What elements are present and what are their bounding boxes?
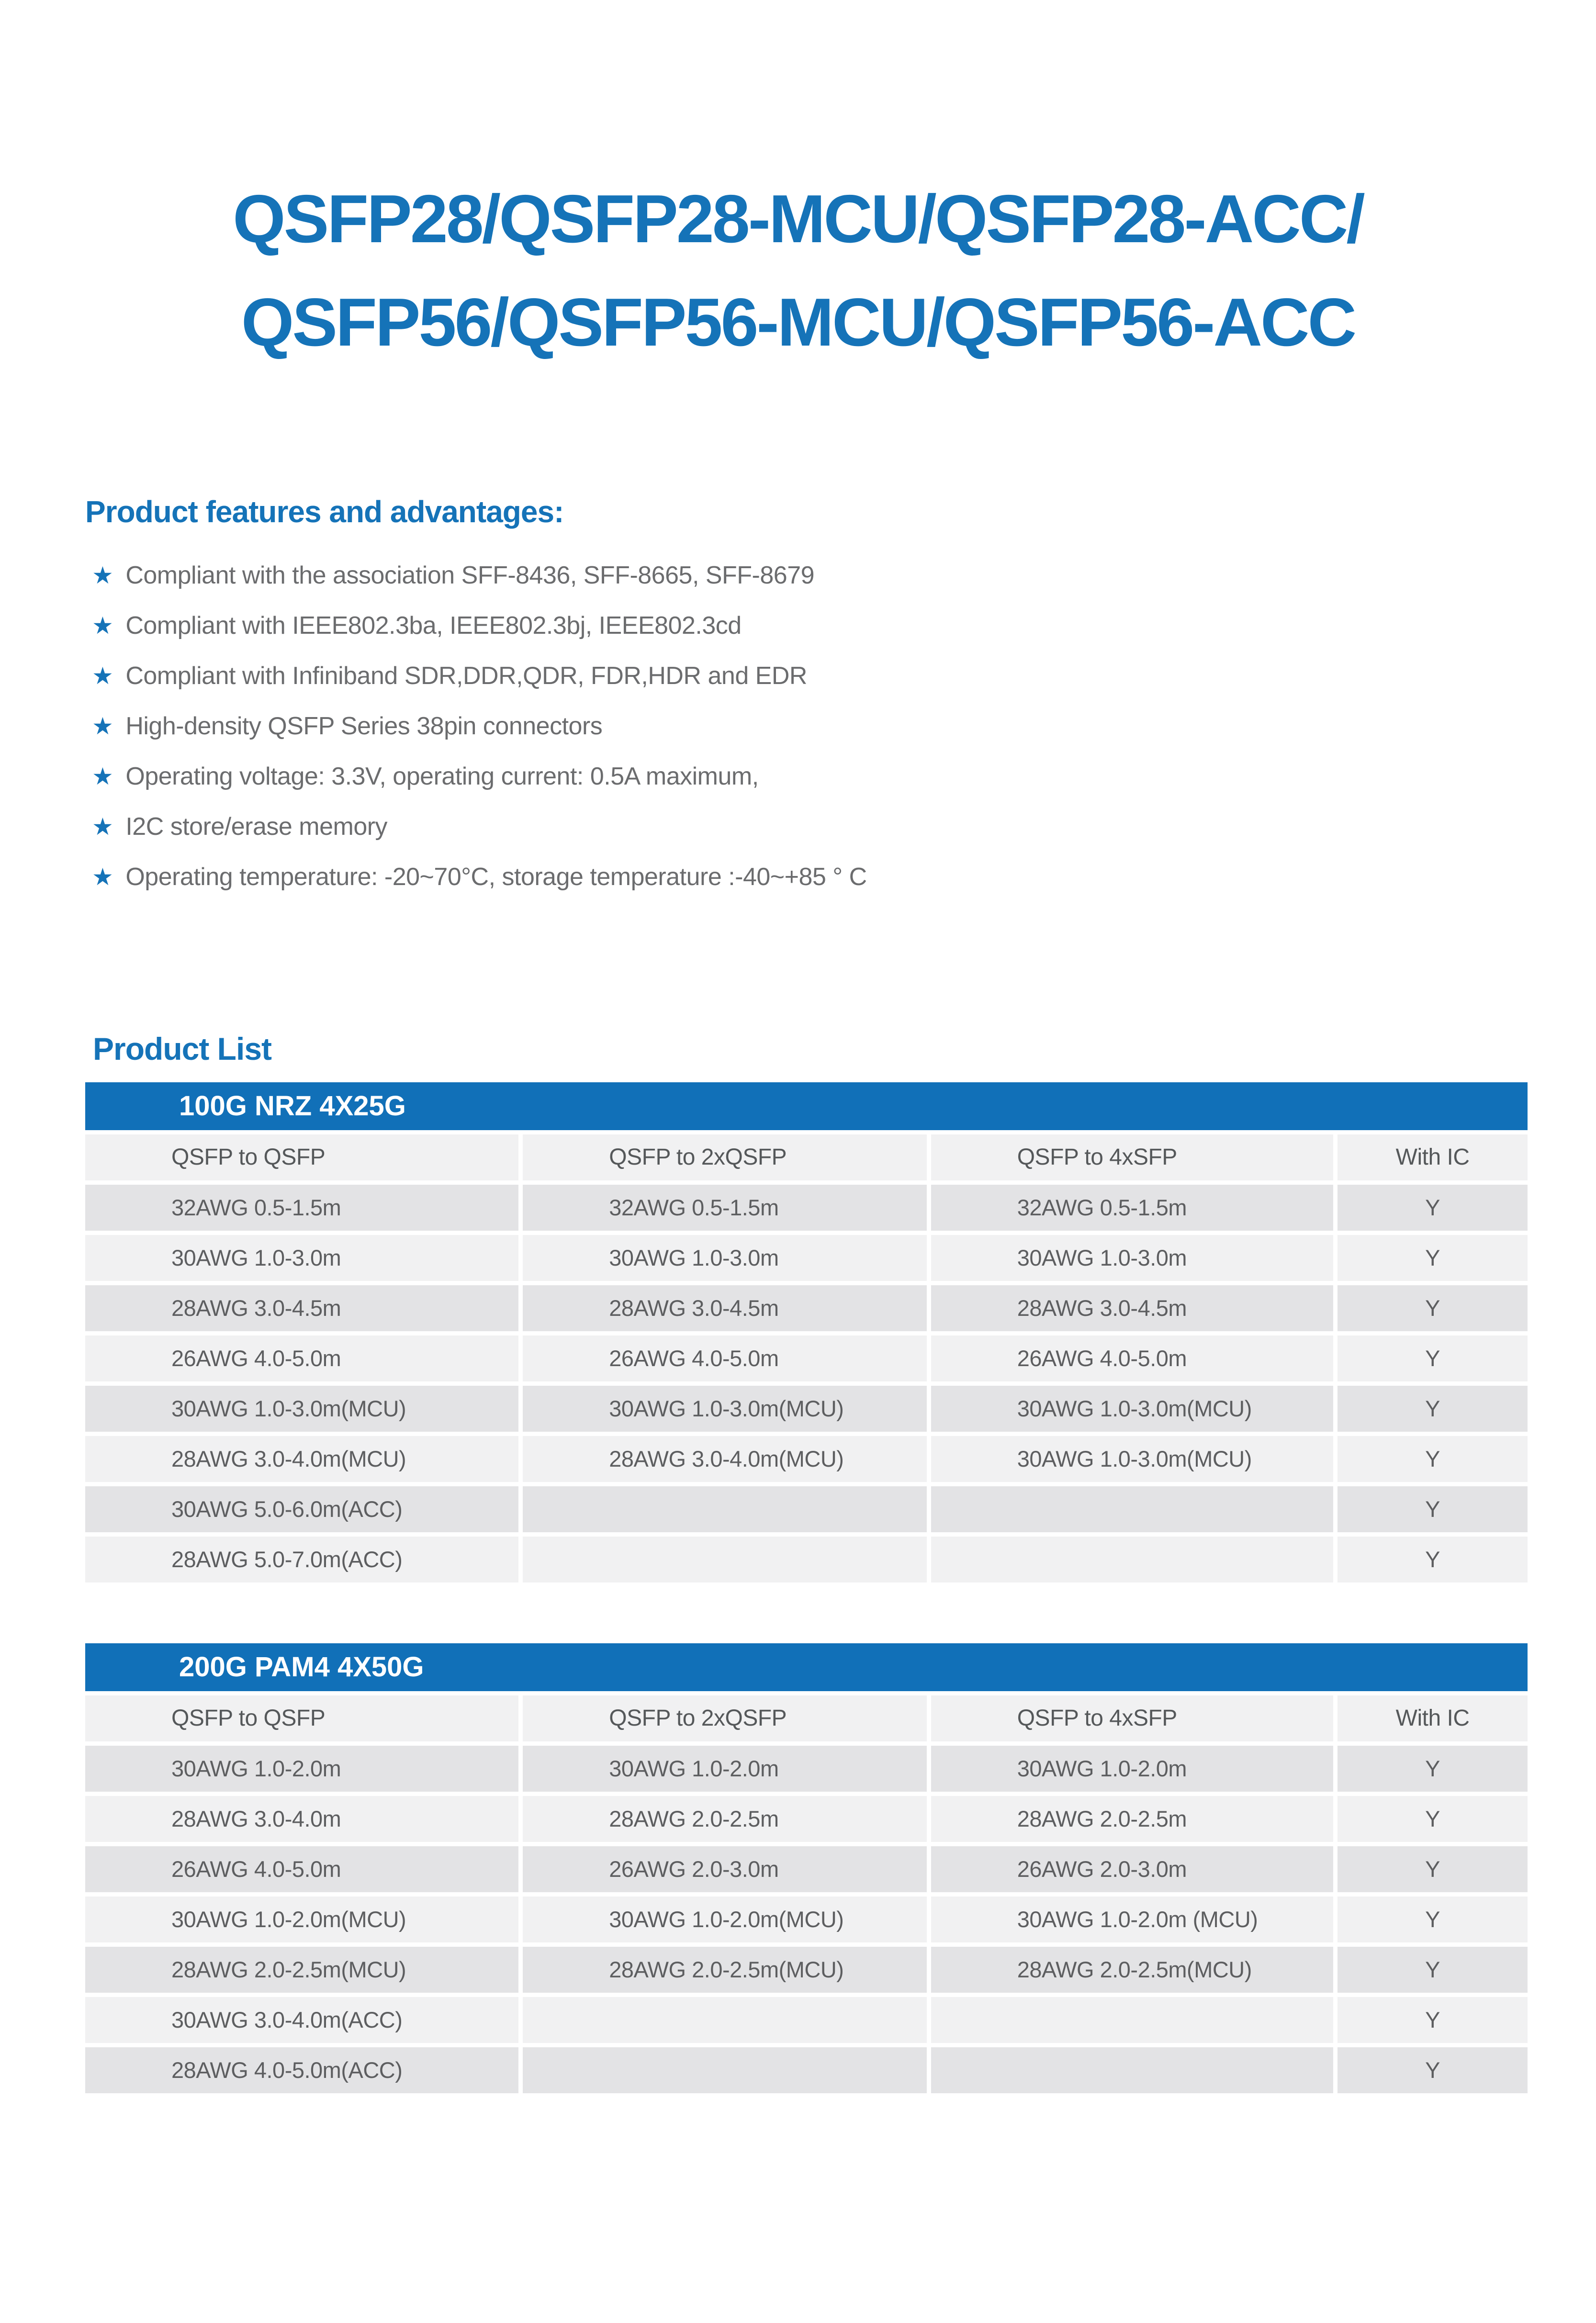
feature-item — [92, 651, 1596, 701]
product-cell: 32AWG 0.5-1.5m — [523, 1185, 926, 1231]
product-table-200g-pam4 — [85, 1643, 1528, 2093]
product-cell: 28AWG 2.0-2.5m(MCU) — [931, 1947, 1333, 1993]
column-header: With IC — [1337, 1134, 1528, 1180]
with-ic-cell: Y — [1337, 1486, 1528, 1532]
with-ic-cell: Y — [1337, 2047, 1528, 2093]
features-heading: Product features and advantages: — [85, 494, 564, 529]
column-header: QSFP to 4xSFP — [931, 1134, 1333, 1180]
product-cell: 32AWG 0.5-1.5m — [85, 1185, 518, 1231]
product-cell: 30AWG 3.0-4.0m(ACC) — [85, 1997, 518, 2043]
feature-item-label: Compliant with IEEE802.3ba, IEEE802.3bj, IEEE802.3cd — [125, 612, 742, 640]
product-cell: 28AWG 2.0-2.5m — [931, 1796, 1333, 1842]
table-title-bar — [85, 1082, 1528, 1130]
product-cell: 28AWG 3.0-4.5m — [85, 1285, 518, 1331]
feature-item — [92, 701, 1596, 752]
product-cell: 28AWG 3.0-4.0m(MCU) — [523, 1436, 926, 1482]
product-cell: 28AWG 3.0-4.5m — [931, 1285, 1333, 1331]
feature-item — [92, 601, 1596, 651]
product-cell: 26AWG 4.0-5.0m — [931, 1335, 1333, 1381]
product-cell — [523, 1997, 926, 2043]
product-table-grid — [85, 1134, 1528, 1582]
product-cell: 28AWG 3.0-4.5m — [523, 1285, 926, 1331]
feature-item — [92, 550, 1596, 601]
with-ic-cell: Y — [1337, 1386, 1528, 1432]
page-title — [0, 0, 1596, 374]
product-cell: 30AWG 1.0-3.0m(MCU) — [931, 1436, 1333, 1482]
with-ic-cell: Y — [1337, 1537, 1528, 1582]
product-cell: 30AWG 1.0-3.0m — [523, 1235, 926, 1281]
feature-item — [92, 752, 1596, 802]
with-ic-cell: Y — [1337, 1997, 1528, 2043]
product-cell — [931, 1486, 1333, 1532]
feature-item-label: High-density QSFP Series 38pin connectors — [125, 712, 603, 741]
product-cell: 30AWG 1.0-3.0m — [931, 1235, 1333, 1281]
product-cell: 30AWG 1.0-3.0m(MCU) — [85, 1386, 518, 1432]
column-header: With IC — [1337, 1695, 1528, 1741]
star-icon: ★ — [92, 612, 113, 640]
product-cell: 30AWG 1.0-2.0m(MCU) — [85, 1897, 518, 1942]
product-cell: 30AWG 1.0-2.0m(MCU) — [523, 1897, 926, 1942]
feature-item-label: Compliant with Infiniband SDR,DDR,QDR, FDR,HDR and EDR — [125, 662, 807, 690]
star-icon: ★ — [92, 763, 113, 790]
product-cell: 28AWG 2.0-2.5m(MCU) — [85, 1947, 518, 1993]
product-cell — [523, 2047, 926, 2093]
with-ic-cell: Y — [1337, 1185, 1528, 1231]
star-icon: ★ — [92, 813, 113, 841]
product-cell: 28AWG 2.0-2.5m(MCU) — [523, 1947, 926, 1993]
product-cell: 30AWG 1.0-2.0m — [85, 1746, 518, 1792]
product-cell — [523, 1486, 926, 1532]
with-ic-cell: Y — [1337, 1846, 1528, 1892]
feature-item-label: Compliant with the association SFF-8436, SFF-8665, SFF-8679 — [125, 561, 815, 590]
column-header: QSFP to 2xQSFP — [523, 1134, 926, 1180]
product-cell: 28AWG 3.0-4.0m — [85, 1796, 518, 1842]
product-cell: 30AWG 1.0-3.0m — [85, 1235, 518, 1281]
star-icon: ★ — [92, 562, 113, 589]
star-icon: ★ — [92, 662, 113, 690]
product-cell: 26AWG 2.0-3.0m — [523, 1846, 926, 1892]
product-cell: 28AWG 2.0-2.5m — [523, 1796, 926, 1842]
feature-item — [92, 852, 1596, 902]
feature-item — [92, 802, 1596, 852]
product-cell: 30AWG 1.0-2.0m (MCU) — [931, 1897, 1333, 1942]
page-title-line-2: QSFP56/QSFP56-MCU/QSFP56-ACC — [241, 284, 1355, 360]
product-cell: 28AWG 3.0-4.0m(MCU) — [85, 1436, 518, 1482]
star-icon: ★ — [92, 864, 113, 891]
product-cell: 30AWG 1.0-2.0m — [523, 1746, 926, 1792]
product-cell — [931, 1997, 1333, 2043]
with-ic-cell: Y — [1337, 1897, 1528, 1942]
with-ic-cell: Y — [1337, 1947, 1528, 1993]
column-header: QSFP to 4xSFP — [931, 1695, 1333, 1741]
table-title-bar — [85, 1643, 1528, 1691]
product-cell: 28AWG 5.0-7.0m(ACC) — [85, 1537, 518, 1582]
column-header: QSFP to QSFP — [85, 1134, 518, 1180]
product-cell: 30AWG 5.0-6.0m(ACC) — [85, 1486, 518, 1532]
product-cell: 26AWG 4.0-5.0m — [523, 1335, 926, 1381]
product-list-section — [85, 1031, 1528, 2093]
product-table-100g-nrz — [85, 1082, 1528, 1582]
product-cell: 26AWG 4.0-5.0m — [85, 1846, 518, 1892]
table-title: 100G NRZ 4X25G — [179, 1090, 406, 1122]
product-cell: 26AWG 2.0-3.0m — [931, 1846, 1333, 1892]
with-ic-cell: Y — [1337, 1335, 1528, 1381]
product-cell: 30AWG 1.0-2.0m — [931, 1746, 1333, 1792]
product-table-grid — [85, 1695, 1528, 2093]
feature-item-label: Operating voltage: 3.3V, operating current: 0.5A maximum, — [125, 763, 759, 791]
with-ic-cell: Y — [1337, 1285, 1528, 1331]
page-title-line-1: QSFP28/QSFP28-MCU/QSFP28-ACC/ — [233, 181, 1363, 257]
feature-item-label: Operating temperature: -20~70°C, storage temperature :-40~+85 ° C — [125, 863, 867, 891]
product-cell: 32AWG 0.5-1.5m — [931, 1185, 1333, 1231]
product-cell — [931, 1537, 1333, 1582]
product-cell — [523, 1537, 926, 1582]
with-ic-cell: Y — [1337, 1746, 1528, 1792]
product-cell: 26AWG 4.0-5.0m — [85, 1335, 518, 1381]
product-cell: 28AWG 4.0-5.0m(ACC) — [85, 2047, 518, 2093]
star-icon: ★ — [92, 713, 113, 740]
features-list — [85, 550, 1596, 902]
with-ic-cell: Y — [1337, 1796, 1528, 1842]
column-header: QSFP to QSFP — [85, 1695, 518, 1741]
features-section — [85, 494, 1596, 902]
table-title: 200G PAM4 4X50G — [179, 1651, 424, 1683]
column-header: QSFP to 2xQSFP — [523, 1695, 926, 1741]
with-ic-cell: Y — [1337, 1235, 1528, 1281]
feature-item-label: I2C store/erase memory — [125, 813, 388, 841]
product-list-heading: Product List — [93, 1031, 272, 1066]
product-cell: 30AWG 1.0-3.0m(MCU) — [523, 1386, 926, 1432]
with-ic-cell: Y — [1337, 1436, 1528, 1482]
product-cell — [931, 2047, 1333, 2093]
product-cell: 30AWG 1.0-3.0m(MCU) — [931, 1386, 1333, 1432]
